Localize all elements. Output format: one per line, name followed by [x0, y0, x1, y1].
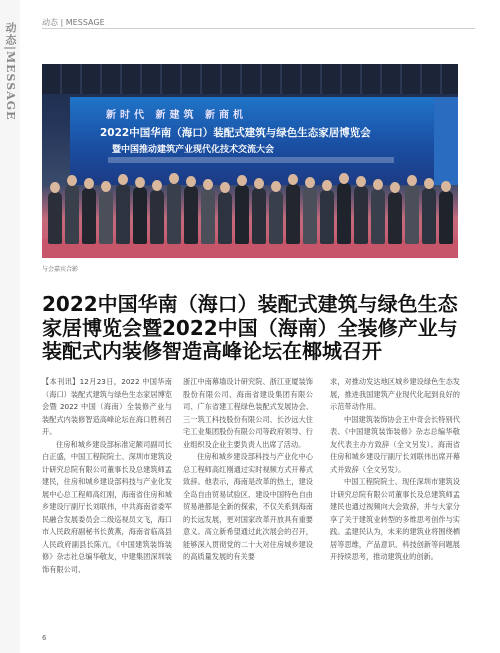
attendee-head [169, 173, 179, 184]
attendee-head [305, 177, 315, 188]
attendee-figure [133, 187, 147, 244]
attendee-figure [320, 190, 334, 244]
attendee-figure [388, 192, 402, 244]
attendee-head [390, 182, 400, 193]
group-photo [42, 64, 458, 258]
attendee-figure [252, 188, 266, 244]
attendee-figure [405, 185, 419, 244]
paragraph: 【本刊讯】12月23日，2022 中国华南（海口）装配式建筑与绿色生态家居博览会暨 2022 中国（海南）全装修产业与装配式内装修智造高峰论坛在海口胜利召开。 [42, 377, 172, 436]
sidebar-strip [0, 0, 20, 653]
attendee-head [441, 181, 451, 192]
attendee-figure [371, 189, 385, 244]
attendee-head [186, 176, 196, 187]
banner-title: 2022中国华南（海口）装配式建筑与绿色生态家居博览会 [100, 127, 371, 139]
attendee-head [356, 176, 366, 187]
banner-slogans: 新时代 新建筑 新商机 [106, 110, 247, 121]
attendee-head [407, 175, 417, 186]
attendee-figure [116, 184, 130, 244]
attendee-figure [269, 191, 283, 244]
attendee-head [339, 173, 349, 184]
attendee-head [322, 180, 332, 191]
attendee-head [50, 182, 60, 193]
attendee-figure [303, 187, 317, 244]
attendee-head [424, 178, 434, 189]
section-divider [42, 28, 475, 29]
attendee-figure [439, 191, 453, 244]
attendee-head [271, 181, 281, 192]
article-headline: 2022中国华南（海口）装配式建筑与绿色生态家居博览会暨2022中国（海南）全装修产业与装配式内装修智造高峰论坛在椰城召开 [42, 292, 458, 363]
banner-subtitle: 暨中国推动建筑产业现代化技术交流大会 [112, 145, 275, 155]
attendee-head [288, 174, 298, 185]
section-tag: 动态 | MESSAGE [42, 18, 105, 27]
attendee-head [67, 175, 77, 186]
attendee-figure [82, 188, 96, 244]
side-banner [434, 97, 458, 185]
banner-fine-print [108, 157, 394, 163]
paragraph: 住房和城乡建设部科技与产业化中心总工程师高红刚通过实时视频方式开幕式致辞。他表示，海南是改革的热土，建设全岛自由贸易试验区、建设中国特色自由贸易港都是全新的探索，不仅关系到海南的长远发展，更对国家改革开放具有重要意义。高立新希望通过此次展会的召开，能够深入贯彻党的二十大对住房城乡建设的高质量发展的有关要 [183, 452, 313, 561]
page-number: 6 [42, 634, 47, 642]
photo-caption: 与会嘉宾合影 [42, 266, 79, 273]
attendee-head [101, 181, 111, 192]
attendee-figure [235, 185, 249, 244]
attendee-head [203, 179, 213, 190]
attendee-figure [218, 192, 232, 244]
article-column-3 [330, 376, 460, 564]
paragraph: 中国建筑装饰协会王中奇会长特别代表、《中国建筑装饰装修》杂志总编华敬友代表主办方致辞（全文另发）。海南省住房和城乡建设厅副厅长刘联伟出席开幕式并致辞（全文另发）。 [330, 414, 460, 474]
attendee-figure [150, 190, 164, 244]
attendee-figure [354, 186, 368, 244]
attendee-head [118, 174, 128, 185]
attendee-figure [99, 191, 113, 244]
attendee-head [84, 178, 94, 189]
attendee-figure [286, 184, 300, 244]
attendee-figure [422, 188, 436, 244]
attendee-head [373, 179, 383, 190]
paragraph: 住房和城乡建设部标准定额司副司长白正盛，中国工程院院士、深圳市建筑设计研究总院有限公司董事长及总建筑师孟建民，住房和城乡建设部科技与产业化发展中心总工程师高红刚，海南省住房和城乡建设厅副厅长刘联伟，中共海南省委军民融合发展委员会二级巡视员文飞，海口市人民政府副秘书长黄燕，海南省临高县人民政府副县长陈亢，《中国建筑装饰装修》杂志社总编华敬友，中建集团深圳装饰有限公司、 [42, 439, 172, 574]
attendee-figure [337, 183, 351, 244]
article-column-1 [42, 376, 172, 576]
attendee-head [254, 178, 264, 189]
attendee-figure [184, 186, 198, 244]
paragraph: 中国工程院院士、现任深圳市建筑设计研究总院有限公司董事长及总建筑师孟建民也通过视频向大会致辞，并与大家分享了关于建筑业转型的多维思考创作与实践。孟建民认为，未来的建筑业将围绕栖居等思维，产品意识、科技创新等问题展开持续思考，推动建筑业的创新。 [330, 477, 460, 561]
attendee-head [152, 180, 162, 191]
sidebar-label: 动态|MESSAGE [4, 22, 17, 121]
ceiling-truss [42, 64, 458, 94]
attendee-figure [48, 192, 62, 244]
attendee-head [220, 182, 230, 193]
article-column-2 [183, 376, 313, 564]
paragraph: 浙江中南幕墙设计研究院、浙江亚厦装饰股份有限公司、海南省建设集团有限公司、广东省建工程绿色装配式发展协会、三一筑工科技股份有限公司、长沙远大住宅工业集团股份有限公司等政府领导、行业组织及企业主要负责人出席了活动。 [183, 377, 313, 449]
paragraph: 求，对推动发达地区城乡建设绿色生态发展，推进我国建筑产业现代化起到良好的示范带动作用。 [330, 377, 460, 411]
attendee-figure [65, 185, 79, 244]
attendee-figure [201, 189, 215, 244]
attendee-head [237, 175, 247, 186]
attendee-head [135, 177, 145, 188]
attendee-figure [167, 183, 181, 244]
